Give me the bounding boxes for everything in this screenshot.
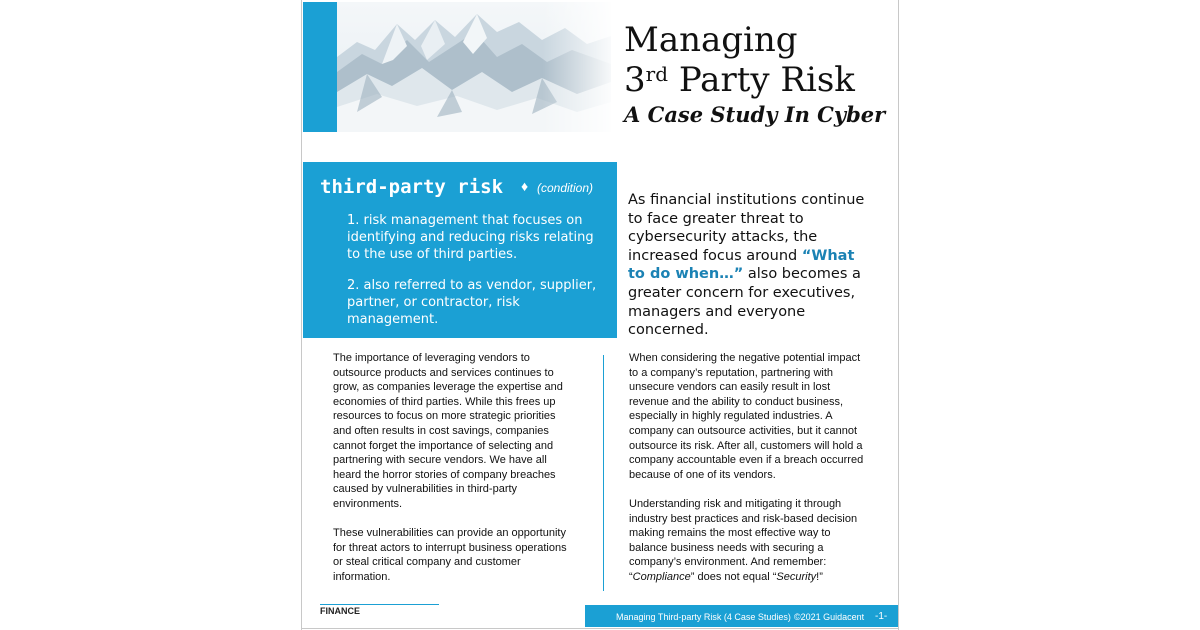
compliance-emphasis: Compliance <box>632 570 691 583</box>
definition-type: (condition) <box>537 181 594 195</box>
right-p2-mid: ” does not equal “ <box>690 570 777 583</box>
footer-doc-title: Managing Third-party Risk (4 Case Studies) <box>616 612 791 622</box>
right-column <box>629 351 869 585</box>
footer-bar <box>585 605 898 627</box>
right-p2-text: Understanding risk and mitigating it through industry best practices and risk-based decision making remains the most effective way to balance business needs with securing a company’s environment. And remember: “ <box>629 497 858 583</box>
left-paragraph-1: The importance of leveraging vendors to outsource products and services continues to grow, as companies leverage the expertise and economies of third parties. While this frees up resources to focus on more strategic priorities and often results in cost savings, companies cannot forget the importance of selecting and partnering with secure vendors. We have all heard the horror stories of company breaches caused by vulnerabilities in third-party environments. <box>333 352 563 510</box>
intro-text-before: As financial institutions continue to face greater threat to cybersecurity attacks, the increased focus around <box>628 192 865 264</box>
title-party-risk: Party Risk <box>668 60 855 100</box>
definition-term: third-party risk <box>320 176 504 198</box>
title-line-2 <box>624 60 855 100</box>
left-column <box>333 351 573 585</box>
page-border-bottom <box>301 628 899 629</box>
intro-paragraph <box>628 191 868 340</box>
right-paragraph-2 <box>629 497 869 585</box>
intro-highlight: “What to do when…” <box>628 247 855 283</box>
section-underline <box>320 604 439 605</box>
right-paragraph-1: When considering the negative potential impact to a company’s reputation, partnering with unsecure vendors can easily result in lost revenue and the ability to conduct business, especially in highly regulated industries. A company can outsource activities, but it cannot outsource its risk. After all, customers will hold a company accountable even if a breach occurred because of one of its vendors. <box>629 352 864 481</box>
intro-text-after: also becomes a greater concern for executives, managers and everyone concerned. <box>628 266 861 339</box>
definition-item-2: 2. also referred to as vendor, supplier, partner, or contractor, risk management. <box>347 278 597 327</box>
title-ordinal-suffix: rd <box>645 62 669 86</box>
header-accent-bar <box>303 2 337 132</box>
title-line-1: Managing <box>624 20 798 60</box>
subtitle: A Case Study In Cyber <box>624 102 886 127</box>
right-p2-end: !” <box>816 570 823 583</box>
column-divider <box>603 355 604 591</box>
title-ordinal-number: 3 <box>624 60 646 100</box>
left-paragraph-2: These vulnerabilities can provide an opportunity for threat actors to interrupt business operations or steal critical company and customer information. <box>333 527 567 583</box>
section-label: FINANCE <box>320 606 360 616</box>
page-number: -1- <box>875 611 888 622</box>
mountain-image <box>337 2 611 132</box>
diamond-icon: ♦ <box>521 178 529 194</box>
definition-item-1: 1. risk management that focuses on identifying and reducing risks relating to the use of third parties. <box>347 213 594 262</box>
footer-copyright: ©2021 Guidacent <box>794 612 865 622</box>
security-emphasis: Security <box>776 570 817 583</box>
